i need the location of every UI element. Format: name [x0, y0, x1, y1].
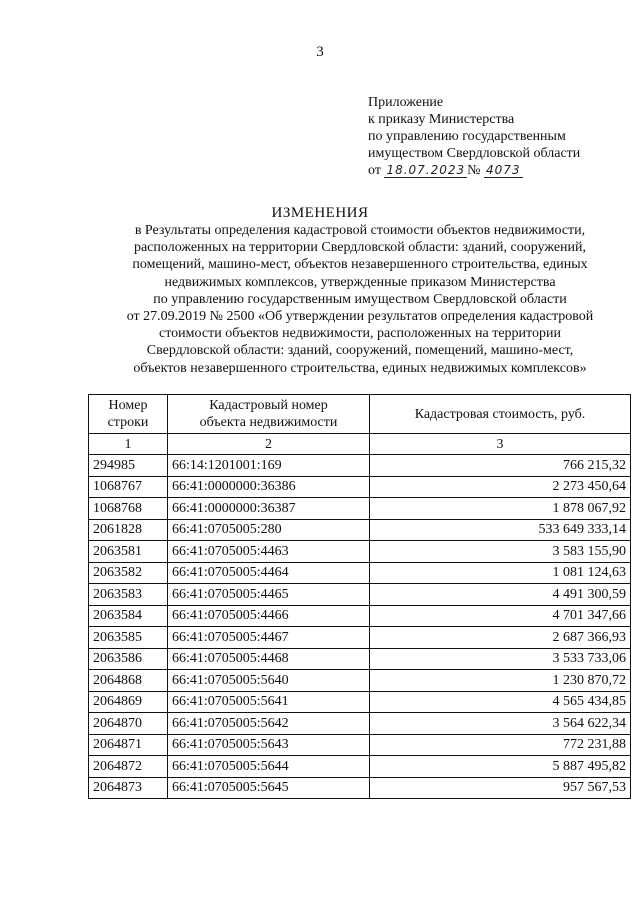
cadastral-cost-cell: 3 564 622,34: [370, 713, 631, 735]
cadastral-number-cell: 66:41:0000000:36387: [168, 498, 370, 520]
appendix-line: к приказу Министерства: [368, 112, 515, 127]
table-row: [89, 584, 631, 606]
cadastral-number-cell: 66:41:0705005:5643: [168, 734, 370, 756]
column-number: 3: [370, 434, 631, 455]
table-row: [89, 691, 631, 713]
appendix-line: имуществом Свердловской области: [368, 146, 581, 161]
row-number-cell: 2064872: [89, 756, 168, 778]
row-number-cell: 2063582: [89, 562, 168, 584]
column-number: 1: [89, 434, 168, 455]
row-number-cell: 294985: [89, 455, 168, 477]
order-number-prefix: №: [467, 163, 481, 178]
description-line: от 27.09.2019 № 2500 «Об утверждении результатов определения кадастровой: [126, 309, 594, 325]
table-row: [89, 476, 631, 498]
description-line: в Результаты определения кадастровой стоимости объектов недвижимости,: [134, 223, 586, 238]
table-row: [89, 713, 631, 735]
cadastral-cost-cell: 533 649 333,14: [370, 519, 631, 541]
cadastral-number-cell: 66:41:0000000:36386: [168, 476, 370, 498]
table-row: [89, 498, 631, 520]
header-text: объекта недвижимости: [199, 415, 338, 430]
cadastral-cost-cell: 5 887 495,82: [370, 756, 631, 778]
cadastral-cost-cell: 1 230 870,72: [370, 670, 631, 692]
header-text: строки: [107, 415, 149, 430]
cadastral-number-cell: 66:41:0705005:5645: [168, 777, 370, 799]
description-line: объектов незавершенного строительства, единых недвижимых комплексов»: [133, 360, 587, 376]
row-number-cell: 1068767: [89, 476, 168, 498]
header-text: Номер: [108, 398, 148, 413]
order-date-handwritten: 18.07.2023: [386, 163, 466, 177]
column-number: 2: [168, 434, 370, 455]
table-row: [89, 541, 631, 563]
table-row: [89, 519, 631, 541]
cadastral-number-cell: 66:41:0705005:5644: [168, 756, 370, 778]
document-title: ИЗМЕНЕНИЯ: [271, 205, 369, 221]
description-line: по управлению государственным имуществом Свердловской области: [153, 291, 567, 307]
order-prefix: от: [368, 163, 381, 178]
row-number-cell: 1068768: [89, 498, 168, 520]
page-number: 3: [316, 44, 324, 60]
cadastral-number-cell: 66:41:0705005:280: [168, 519, 370, 541]
cadastral-cost-cell: 1 878 067,92: [370, 498, 631, 520]
cadastral-cost-cell: 772 231,88: [370, 734, 631, 756]
column-number-row: [89, 434, 631, 455]
appendix-line: по управлению государственным: [368, 129, 566, 144]
description-line: помещений, машино-мест, объектов незавершенного строительства, единых: [132, 257, 588, 273]
document-description: [90, 222, 630, 377]
cadastral-number-cell: 66:41:0705005:4466: [168, 605, 370, 627]
row-number-cell: 2063581: [89, 541, 168, 563]
row-number-cell: 2064871: [89, 734, 168, 756]
row-number-cell: 2063585: [89, 627, 168, 649]
row-number-cell: 2064873: [89, 777, 168, 799]
cadastral-number-cell: 66:41:0705005:4463: [168, 541, 370, 563]
appendix-line: Приложение: [368, 95, 444, 110]
cadastral-cost-cell: 4 491 300,59: [370, 584, 631, 606]
description-line: расположенных на территории Свердловской области: зданий, сооружений,: [133, 240, 587, 256]
cadastral-cost-cell: 4 701 347,66: [370, 605, 631, 627]
table-row: [89, 670, 631, 692]
table-row: [89, 562, 631, 584]
table-row: [89, 734, 631, 756]
row-number-cell: 2061828: [89, 519, 168, 541]
cadastral-number-cell: 66:14:1201001:169: [168, 455, 370, 477]
cadastral-cost-cell: 2 687 366,93: [370, 627, 631, 649]
cadastral-cost-table: [88, 394, 631, 799]
description-line: недвижимых комплексов, утвержденные приказом Министерства: [164, 274, 556, 290]
table-row: [89, 455, 631, 477]
cadastral-cost-cell: 1 081 124,63: [370, 562, 631, 584]
row-number-cell: 2064869: [89, 691, 168, 713]
description-line: Свердловской области: зданий, сооружений, помещений, машино-мест,: [146, 343, 574, 359]
table-row: [89, 627, 631, 649]
header-text: Кадастровая стоимость, руб.: [414, 406, 586, 422]
header-text: Кадастровый номер: [209, 398, 328, 413]
cadastral-number-cell: 66:41:0705005:4468: [168, 648, 370, 670]
cadastral-number-cell: 66:41:0705005:4465: [168, 584, 370, 606]
cadastral-number-cell: 66:41:0705005:5640: [168, 670, 370, 692]
row-number-cell: 2063583: [89, 584, 168, 606]
cadastral-cost-cell: 4 565 434,85: [370, 691, 631, 713]
cadastral-cost-cell: 957 567,53: [370, 777, 631, 799]
cadastral-number-cell: 66:41:0705005:5642: [168, 713, 370, 735]
cadastral-cost-cell: 766 215,32: [370, 455, 631, 477]
header-row-number: [89, 395, 168, 434]
cadastral-number-cell: 66:41:0705005:4464: [168, 562, 370, 584]
header-cadastral-cost: [370, 395, 631, 434]
table-row: [89, 756, 631, 778]
cadastral-number-cell: 66:41:0705005:5641: [168, 691, 370, 713]
table-row: [89, 777, 631, 799]
row-number-cell: 2063586: [89, 648, 168, 670]
row-number-cell: 2064870: [89, 713, 168, 735]
description-line: стоимости объектов недвижимости, расположенных на территории: [159, 326, 561, 342]
order-line: [368, 162, 580, 179]
appendix-block: [368, 94, 580, 179]
order-number-handwritten: 4073: [486, 163, 521, 177]
cadastral-cost-cell: 3 533 733,06: [370, 648, 631, 670]
cadastral-cost-cell: 2 273 450,64: [370, 476, 631, 498]
table-row: [89, 605, 631, 627]
table-header-row: [89, 395, 631, 434]
cadastral-number-cell: 66:41:0705005:4467: [168, 627, 370, 649]
row-number-cell: 2063584: [89, 605, 168, 627]
table-row: [89, 648, 631, 670]
header-cadastral-number: [168, 395, 370, 434]
row-number-cell: 2064868: [89, 670, 168, 692]
cadastral-cost-cell: 3 583 155,90: [370, 541, 631, 563]
